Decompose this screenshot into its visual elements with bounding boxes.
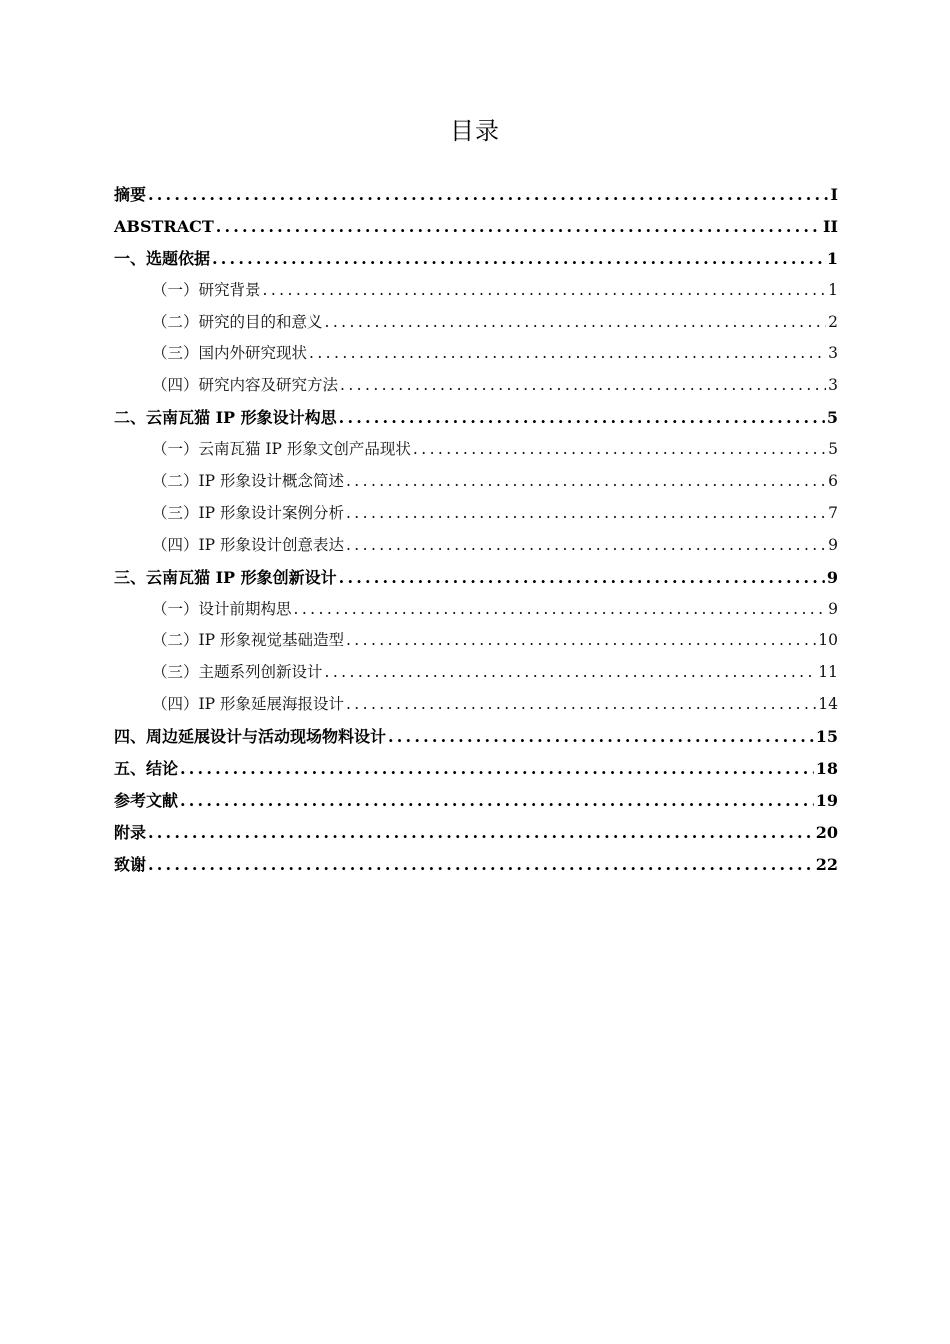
table-of-contents [114,179,838,881]
toc-entry[interactable] [114,849,838,881]
toc-entry-label: （一）云南瓦猫 IP 形象文创产品现状 [152,440,411,459]
toc-entry[interactable] [114,275,838,307]
toc-entry-label: 一、选题依据 [114,248,211,268]
toc-entry-page-number: 19 [815,790,838,810]
toc-entry-page-number: 1 [828,280,838,299]
toc-entry-page-number: I [830,185,838,204]
toc-entry-page-number: 20 [815,822,838,842]
toc-entry[interactable] [114,434,838,466]
toc-dot-leader [148,817,814,849]
toc-entry[interactable] [114,530,838,562]
toc-entry-label: 三、云南瓦猫 IP 形象创新设计 [114,567,337,587]
toc-entry-page-number: 9 [826,567,838,587]
toc-entry-label: ABSTRACT [114,216,214,236]
toc-entry-label: （三）主题系列创新设计 [152,663,323,682]
toc-entry-page-number: 5 [826,408,838,428]
toc-entry[interactable] [114,179,838,211]
toc-entry-page-number: 5 [828,440,838,459]
toc-entry-page-number: 14 [818,695,838,714]
toc-entry-page-number: 11 [818,663,838,682]
toc-dot-leader [388,721,814,753]
toc-entry-page-number: II [823,216,838,236]
toc-entry-page-number: 3 [828,344,838,363]
toc-dot-leader [325,657,817,689]
toc-dot-leader [263,275,827,307]
toc-entry-label: 致谢 [114,854,147,874]
toc-entry[interactable] [114,689,838,721]
toc-entry-page-number: 7 [828,503,838,522]
toc-entry-label: 四、周边延展设计与活动现场物料设计 [114,727,387,747]
toc-entry-page-number: 18 [815,759,838,779]
toc-entry-label: 摘要 [114,185,147,204]
toc-entry-label: 附录 [114,822,147,842]
toc-entry-label: （三）IP 形象设计案例分析 [152,503,344,522]
toc-entry[interactable] [114,753,838,785]
toc-entry[interactable] [114,498,838,530]
toc-entry-label: （二）研究的目的和意义 [152,312,323,331]
toc-entry-page-number: 9 [828,535,838,554]
toc-entry-page-number: 10 [818,631,838,650]
toc-dot-leader [216,211,821,243]
toc-entry-label: （四）IP 形象设计创意表达 [152,535,344,554]
toc-dot-leader [294,594,827,626]
toc-dot-leader [180,753,814,785]
toc-entry[interactable] [114,307,838,339]
toc-entry-page-number: 1 [826,248,838,268]
toc-entry-label: （一）设计前期构思 [152,599,292,618]
toc-entry-page-number: 2 [828,312,838,331]
toc-entry[interactable] [114,562,838,594]
toc-entry[interactable] [114,466,838,498]
toc-entry-page-number: 6 [828,472,838,491]
toc-entry-label: （二）IP 形象视觉基础造型 [152,631,344,650]
toc-entry-label: （一）研究背景 [152,280,261,299]
toc-dot-leader [180,785,814,817]
toc-dot-leader [148,179,829,211]
toc-dot-leader [346,498,826,530]
toc-dot-leader [339,402,825,434]
toc-dot-leader [346,625,816,657]
toc-dot-leader [346,466,826,498]
toc-entry[interactable] [114,817,838,849]
toc-dot-leader [325,307,827,339]
toc-dot-leader [309,338,826,370]
toc-entry-page-number: 15 [815,727,838,747]
toc-entry-label: 五、结论 [114,759,179,779]
toc-entry[interactable] [114,338,838,370]
toc-entry-label: （三）国内外研究现状 [152,344,308,363]
toc-entry[interactable] [114,243,838,275]
toc-entry[interactable] [114,402,838,434]
toc-dot-leader [339,562,825,594]
toc-entry[interactable] [114,721,838,753]
toc-entry-page-number: 9 [828,599,838,618]
toc-dot-leader [346,689,816,721]
toc-entry[interactable] [114,211,838,243]
toc-entry[interactable] [114,657,838,689]
toc-entry-label: （四）IP 形象延展海报设计 [152,695,344,714]
toc-entry[interactable] [114,594,838,626]
toc-entry-label: （四）研究内容及研究方法 [152,376,339,395]
toc-entry[interactable] [114,370,838,402]
toc-dot-leader [148,849,814,881]
toc-entry-page-number: 22 [815,854,838,874]
toc-dot-leader [340,370,826,402]
toc-entry-label: 参考文献 [114,790,179,810]
toc-entry-page-number: 3 [828,376,838,395]
toc-dot-leader [413,434,826,466]
toc-entry[interactable] [114,785,838,817]
toc-entry[interactable] [114,625,838,657]
toc-entry-label: 二、云南瓦猫 IP 形象设计构思 [114,408,337,428]
page-title: 目录 [450,117,500,145]
toc-dot-leader [212,243,825,275]
toc-dot-leader [346,530,826,562]
toc-entry-label: （二）IP 形象设计概念简述 [152,472,344,491]
